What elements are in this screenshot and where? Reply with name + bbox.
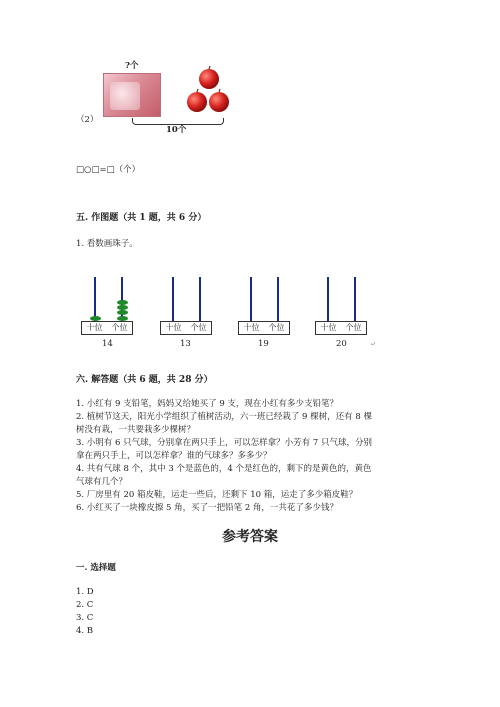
abacus4-tens-rod [327, 277, 329, 321]
abacus4-number: 20 [336, 339, 347, 349]
question-line: 2. 植树节这天，阳光小学组织了植树活动，六一班已经栽了 9 棵树，还有 8 棵 [76, 412, 372, 422]
abacus3-ones-rod [277, 277, 279, 321]
abacus1-number: 14 [102, 339, 113, 349]
section5-q1: 1. 看数画珠子。 [76, 239, 138, 249]
section6-questions [76, 398, 372, 515]
question-mark-label: ?个 [125, 61, 139, 71]
abacus1-tens-rod [94, 277, 96, 321]
abacus2-frame [160, 321, 212, 335]
question-line: 6. 小红买了一块橡皮擦 5 角，买了一把铅笔 2 角，一共花了多少钱？ [76, 503, 338, 513]
section6-title: 六. 解答题（共 6 题，共 28 分） [76, 375, 213, 385]
abacus1-ones-bead-3 [117, 310, 128, 315]
answers-title: 参考答案 [222, 529, 278, 545]
apple-right [209, 92, 229, 112]
section5-title: 五. 作图题（共 1 题，共 6 分） [76, 213, 207, 223]
abacus2-tens-rod [172, 277, 174, 321]
answer-item: 4. B [76, 626, 94, 636]
abacus4-frame [315, 321, 367, 335]
answers-list [76, 586, 94, 638]
question-line: 拿在两只手上，可以怎样拿？谁的气球多？多多少？ [76, 451, 272, 461]
answer-item: 1. D [76, 587, 94, 597]
apples-image [185, 66, 233, 116]
question-line: 气球有几个？ [76, 477, 128, 487]
abacus3-tens-label: 十位 [243, 323, 260, 332]
question-line: 4. 共有气球 8 个，其中 3 个是蓝色的，4 个是红色的，剩下的是黄色的，黄色 [76, 464, 372, 474]
question-line: 3. 小明有 6 只气球，分别拿在两只手上，可以怎样拿？小芳有 7 只气球，分别 [76, 438, 372, 448]
answer-item: 3. C [76, 613, 94, 623]
abacus3-ones-label: 个位 [268, 323, 285, 332]
apple-left [187, 92, 207, 112]
question-line: 树没有栽，一共要栽多少棵树？ [76, 425, 196, 435]
abacus3-tens-rod [250, 277, 252, 321]
answer-item: 2. C [76, 600, 94, 610]
question-line: 5. 厂房里有 20 箱皮鞋，运走一些后，还剩下 10 箱，运走了多少箱皮鞋？ [76, 490, 358, 500]
abacus4-ones-label: 个位 [345, 323, 362, 332]
abacus4-tens-label: 十位 [320, 323, 337, 332]
abacus1-frame [81, 321, 133, 335]
abacus2-ones-rod [199, 277, 201, 321]
abacus2-ones-label: 个位 [190, 323, 207, 332]
abacus2-tens-label: 十位 [165, 323, 182, 332]
abacus1-tens-label: 十位 [86, 323, 103, 332]
answers-section1-title: 一. 选择题 [76, 563, 116, 573]
abacus3-frame [238, 321, 290, 335]
abacus2-number: 13 [180, 339, 191, 349]
abacus4-ones-rod [354, 277, 356, 321]
return-mark: ↵ [370, 340, 376, 348]
question-line: 1. 小红有 9 支铅笔，妈妈又给她买了 9 支，现在小红有多少支铅笔？ [76, 399, 338, 409]
abacus1-ones-label: 个位 [111, 323, 128, 332]
part2-label: （2） [76, 115, 99, 125]
formula-line: □○□=□（个） [76, 165, 141, 175]
abacus3-number: 19 [258, 339, 269, 349]
gift-box-image [103, 73, 161, 117]
brace-label: 10个 [166, 125, 187, 135]
apple-top [199, 69, 219, 89]
